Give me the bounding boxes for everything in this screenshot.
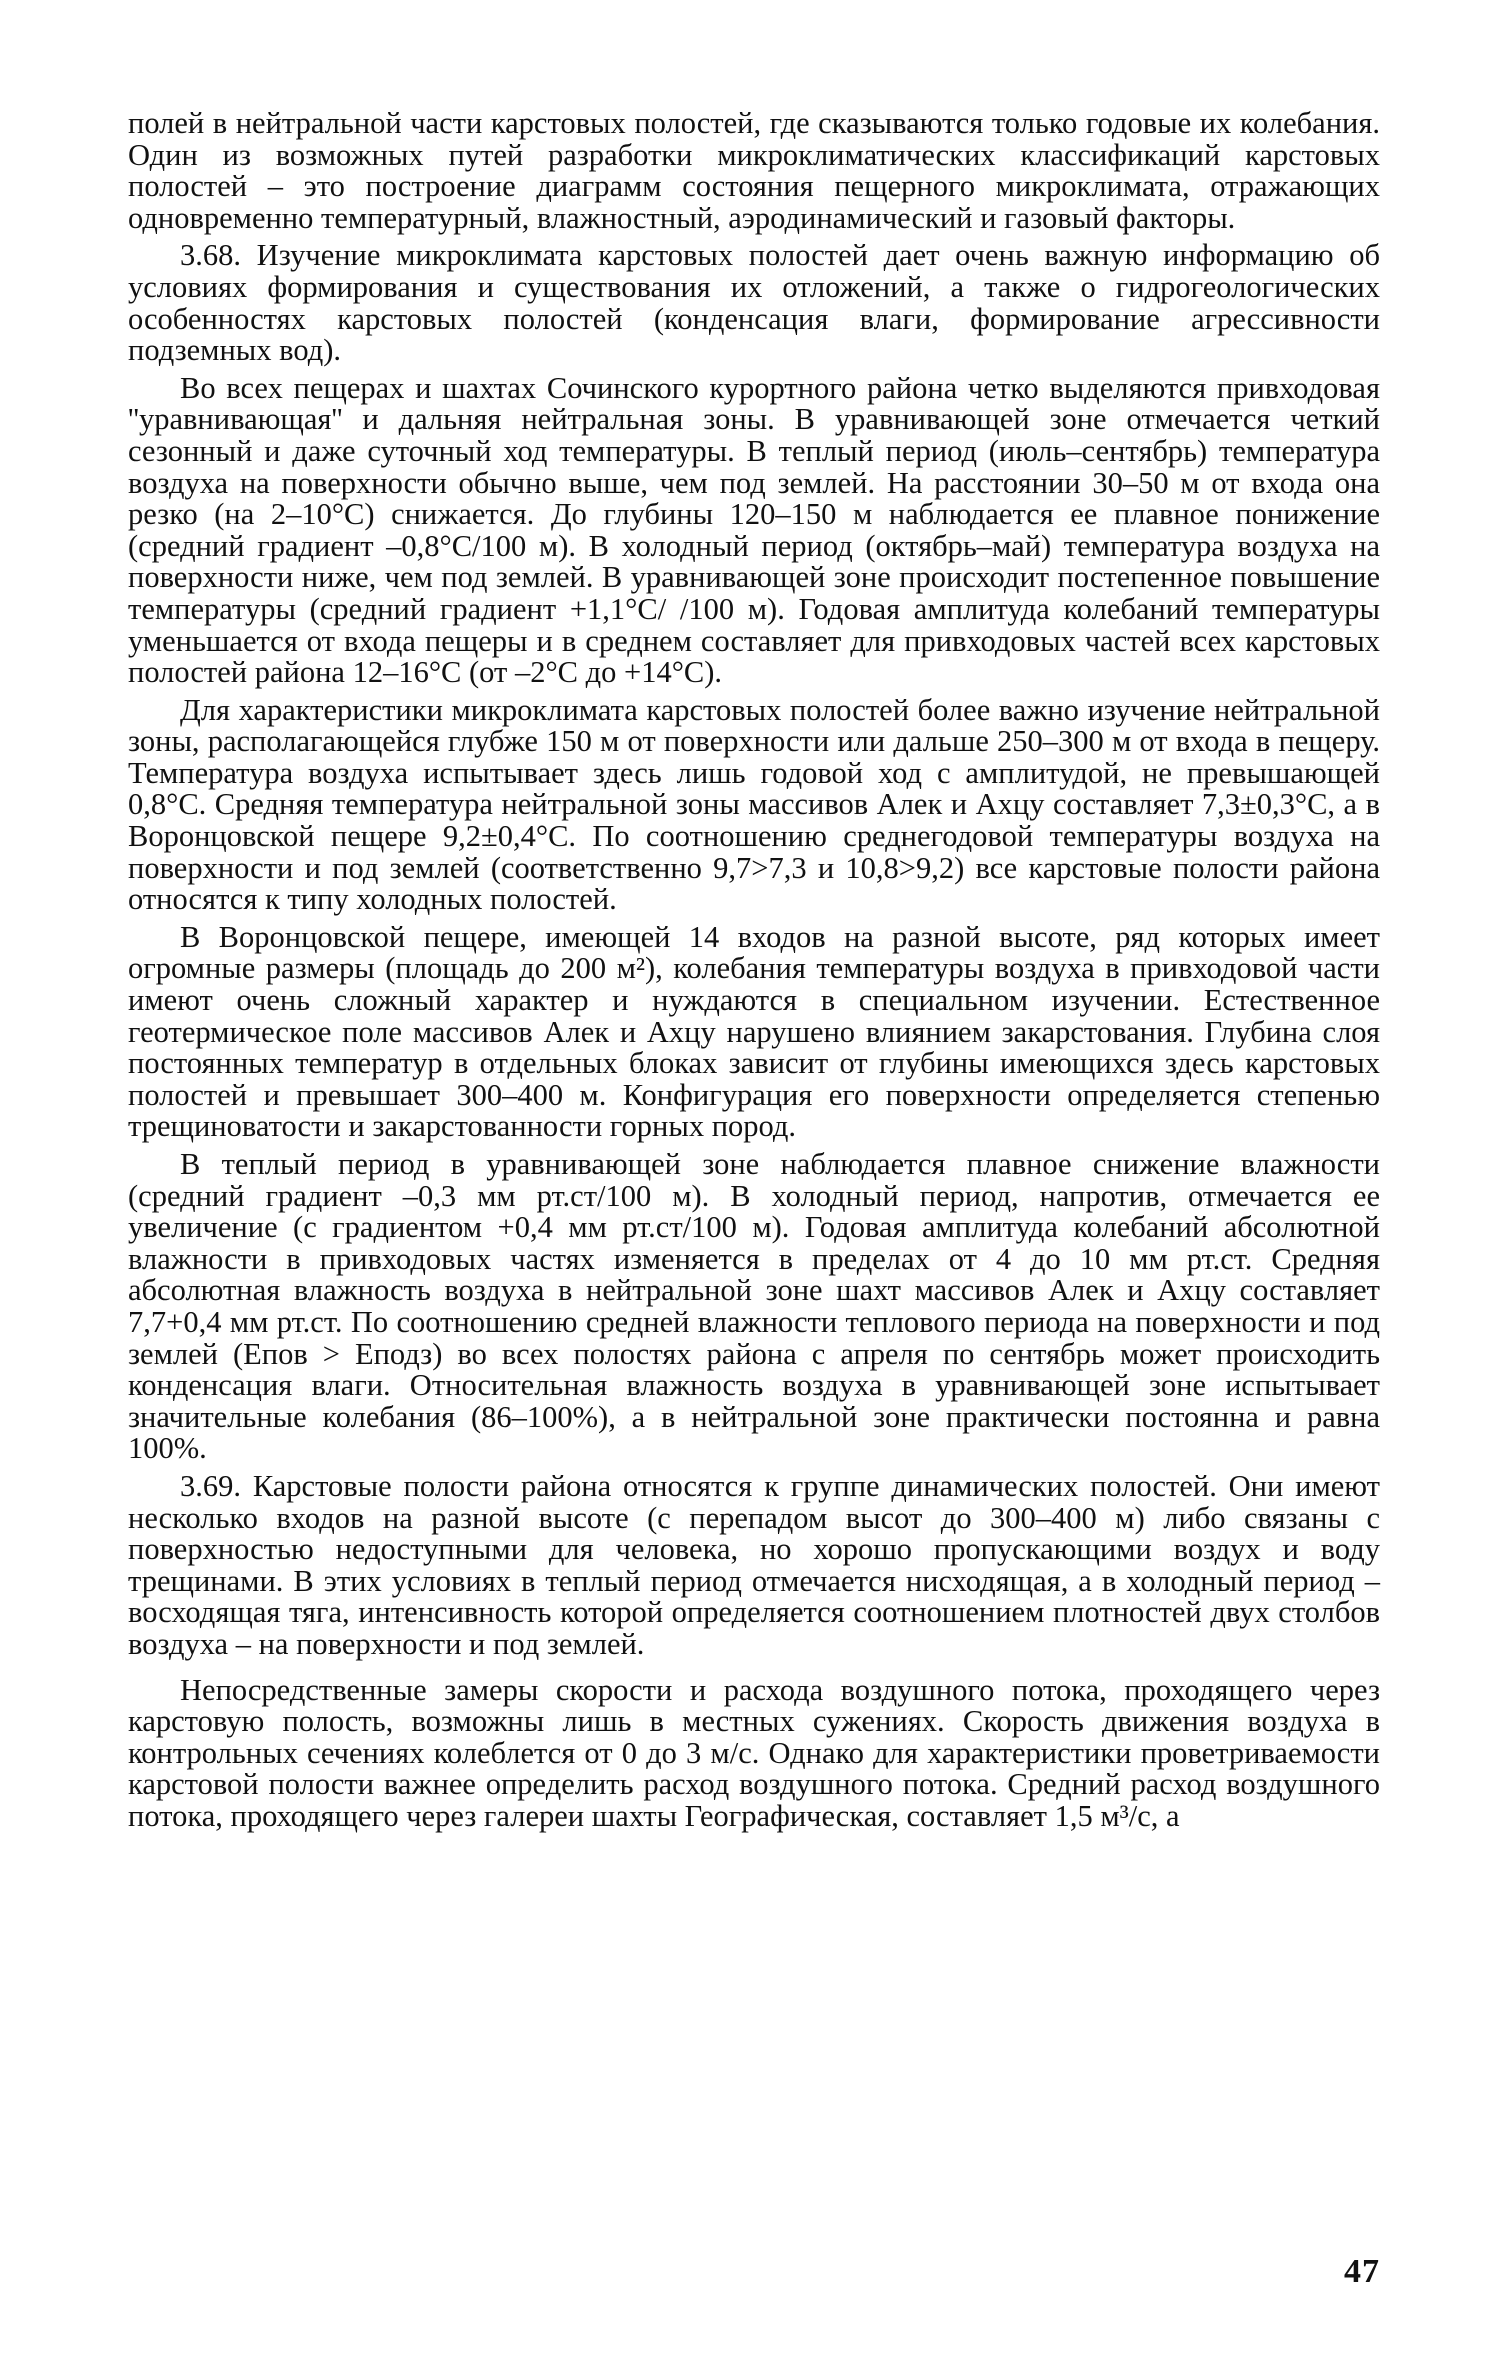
paragraph-5 <box>128 919 1380 1144</box>
paragraph-text: Во всех пещерах и шахтах Сочинского курортного района четко выделяются привходовая ''уравнивающая'' и дальняя нейтральная зоны. В уравнивающей зоне отмечается четкий сезонный и даже суточный ход температуры. В теплый период (июль–сентябрь) температура воздуха на поверхности обычно выше, чем под землей. На расстоянии 30–50 м от входа она резко (на 2–10°С) снижается. До глубины 120–150 м наблюдается ее плавное понижение (средний градиент –0,8°С/100 м). В холодный период (октябрь–май) температура воздуха на поверхности ниже, чем под землей. В уравнивающей зоне происходит постепенное повышение температуры (средний градиент +1,1°С/ /100 м). Годовая амплитуда колебаний температуры уменьшается от входа пещеры и в среднем составляет для привходовых частей всех карстовых полостей района 12–16°С (от –2°С до +14°С). <box>128 370 1380 690</box>
paragraph-4 <box>128 692 1380 917</box>
paragraph-text: В Воронцовской пещере, имеющей 14 входов на разной высоте, ряд которых имеет огромные размеры (площадь до 200 м²), колебания температуры воздуха в привходовой части имеют очень сложный характер и нуждаются в специальном изучении. Естественное геотермическое поле массивов Алек и Ахцу нарушено влиянием закарстования. Глубина слоя постоянных температур в отдельных блоках зависит от глубины имеющихся здесь карстовых полостей и превышает 300–400 м. Конфигурация его поверхности определяется степенью трещиноватости и закарстованности горных пород. <box>128 919 1380 1144</box>
page-number: 47 <box>1344 2253 1380 2291</box>
section-number: 3.68. <box>180 238 241 273</box>
paragraph-3 <box>128 370 1380 690</box>
paragraph-text: Карстовые полости района относятся к группе динамических полостей. Они имеют несколько входов на разной высоте (с перепадом высот до 300–400 м) либо связаны с поверхностью недоступными для человека, но хорошо пропускающими воздух и воду трещинами. В этих условиях в теплый период отмечается нисходящая, а в холодный период – восходящая тяга, интенсивность которой определяется соотношением плотностей двух столбов воздуха – на поверхности и под землей. <box>128 1468 1381 1661</box>
paragraph-text: Изучение микроклимата карстовых полостей дает очень важную информацию об условиях формирования и существования их отложений, а также о гидрогеологических особенностях карстовых полостей (конденсация влаги, формирование агрессивности подземных вод). <box>128 238 1381 368</box>
paragraph-text: В теплый период в уравнивающей зоне наблюдается плавное снижение влажности (средний градиент –0,3 мм рт.ст/100 м). В холодный период, напротив, отмечается ее увеличение (с градиентом +0,4 мм рт.ст/100 м). Годовая амплитуда колебаний абсолютной влажности в привходовых частях изменяется в пределах от 4 до 10 мм рт.ст. Средняя абсолютная влажность воздуха в нейтральной зоне шахт массивов Алек и Ахцу составляет 7,7+0,4 мм рт.ст. По соотношению средней влажности теплового периода на поверхности и под землей (Eпов > Eподз) во всех полостях района с апреля по сентябрь может происходить конденсация влаги. Относительная влажность воздуха в уравнивающей зоне испытывает значительные колебания (86–100%), а в нейтральной зоне практически постоянна и равна 100%. <box>128 1147 1380 1466</box>
paragraph-1 <box>128 108 1380 234</box>
document-page <box>128 106 1381 2291</box>
paragraph-8 <box>128 1672 1380 1833</box>
paragraph-6 <box>128 1149 1380 1465</box>
paragraph-3-68 <box>128 240 1380 366</box>
paragraph-text: полей в нейтральной части карстовых полостей, где сказываются только годовые их колебания. Один из возможных путей разработки микроклиматических классификаций карстовых полостей – это построение диаграмм состояния пещерного микроклимата, отражающих одновременно температурный, влажностный, аэродинамический и газовый факторы. <box>128 106 1380 235</box>
paragraph-text: Для характеристики микроклимата карстовых полостей более важно изучение нейтральной зоны, располагающейся глубже 150 м от поверхности или дальше 250–300 м от входа в пещеру. Температура воздуха испытывает здесь лишь годовой ход с амплитудой, не превышающей 0,8°С. Средняя температура нейтральной зоны массивов Алек и Ахцу составляет 7,3±0,3°С, а в Воронцовской пещере 9,2±0,4°С. По соотношению среднегодовой температуры воздуха на поверхности и под землей (соответственно 9,7>7,3 и 10,8>9,2) все карстовые полости района относятся к типу холодных полостей. <box>128 692 1380 917</box>
paragraph-3-69 <box>128 1468 1381 1661</box>
section-number: 3.69. <box>180 1468 241 1503</box>
paragraph-text: Непосредственные замеры скорости и расхода воздушного потока, проходящего через карстовую полость, возможны лишь в местных сужениях. Скорость движения воздуха в контрольных сечениях колеблется от 0 до 3 м/с. Однако для характеристики проветриваемости карстовой полости важнее определить расход воздушного потока. Средний расход воздушного потока, проходящего через галереи шахты Географическая, составляет 1,5 м³/с, а <box>128 1672 1380 1833</box>
